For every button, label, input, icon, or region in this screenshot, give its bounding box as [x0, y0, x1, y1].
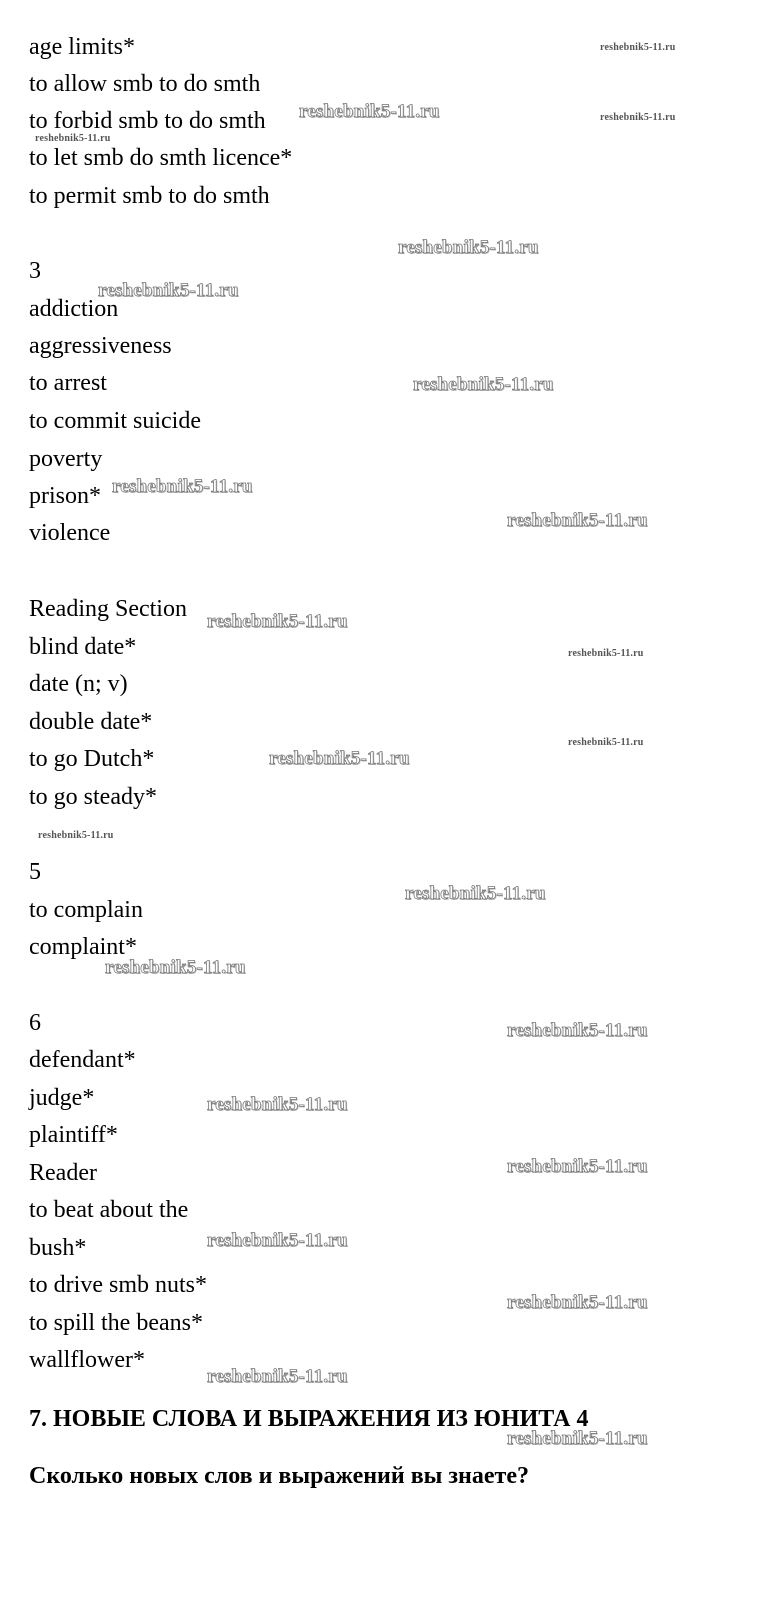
- watermark: reshebnik5-11.ru: [207, 1366, 348, 1387]
- section-title: Reader: [29, 1160, 97, 1186]
- watermark: reshebnik5-11.ru: [507, 1156, 648, 1177]
- vocab-line: poverty: [29, 446, 103, 472]
- vocab-line: to commit suicide: [29, 408, 201, 434]
- section-heading: 7. НОВЫЕ СЛОВА И ВЫРАЖЕНИЯ ИЗ ЮНИТА 4: [29, 1406, 589, 1432]
- vocab-line: blind date*: [29, 634, 137, 660]
- section-number: 6: [29, 1010, 41, 1036]
- watermark: reshebnik5-11.ru: [398, 237, 539, 258]
- vocab-line: to let smb do smth licence*: [29, 145, 293, 171]
- vocab-line: violence: [29, 520, 111, 546]
- vocab-line: to arrest: [29, 370, 107, 396]
- watermark: reshebnik5-11.ru: [405, 883, 546, 904]
- watermark: reshebnik5-11.ru: [568, 648, 644, 659]
- vocab-line: bush*: [29, 1235, 87, 1261]
- vocab-line: defendant*: [29, 1047, 136, 1073]
- vocab-line: to go steady*: [29, 784, 157, 810]
- watermark: reshebnik5-11.ru: [112, 476, 253, 497]
- section-number: 5: [29, 859, 41, 885]
- vocab-line: to go Dutch*: [29, 746, 155, 772]
- vocab-line: to spill the beans*: [29, 1310, 203, 1336]
- vocab-line: plaintiff*: [29, 1122, 118, 1148]
- vocab-line: wallflower*: [29, 1347, 145, 1373]
- watermark: reshebnik5-11.ru: [507, 510, 648, 531]
- watermark: reshebnik5-11.ru: [207, 1094, 348, 1115]
- watermark: reshebnik5-11.ru: [507, 1020, 648, 1041]
- watermark: reshebnik5-11.ru: [568, 737, 644, 748]
- watermark: reshebnik5-11.ru: [600, 112, 676, 123]
- watermark: reshebnik5-11.ru: [207, 611, 348, 632]
- watermark: reshebnik5-11.ru: [98, 280, 239, 301]
- vocab-line: to forbid smb to do smth: [29, 108, 266, 134]
- watermark: reshebnik5-11.ru: [413, 374, 554, 395]
- watermark: reshebnik5-11.ru: [105, 957, 246, 978]
- section-title: Reading Section: [29, 596, 187, 622]
- watermark: reshebnik5-11.ru: [38, 830, 114, 841]
- vocab-line: prison*: [29, 483, 101, 509]
- vocab-line: addiction: [29, 296, 119, 322]
- vocab-line: to allow smb to do smth: [29, 71, 261, 97]
- vocab-line: judge*: [29, 1085, 95, 1111]
- vocab-line: complaint*: [29, 934, 137, 960]
- watermark: reshebnik5-11.ru: [507, 1428, 648, 1449]
- section-number: 3: [29, 258, 41, 284]
- vocab-line: date (n; v): [29, 671, 128, 697]
- watermark: reshebnik5-11.ru: [35, 133, 111, 144]
- vocab-line: to complain: [29, 897, 143, 923]
- vocab-line: to permit smb to do smth: [29, 183, 270, 209]
- vocab-line: aggressiveness: [29, 333, 172, 359]
- watermark: reshebnik5-11.ru: [600, 42, 676, 53]
- vocab-line: age limits*: [29, 34, 135, 60]
- watermark: reshebnik5-11.ru: [269, 748, 410, 769]
- vocab-line: to drive smb nuts*: [29, 1272, 207, 1298]
- question-heading: Сколько новых слов и выражений вы знаете?: [29, 1463, 529, 1489]
- watermark: reshebnik5-11.ru: [207, 1230, 348, 1251]
- vocab-line: double date*: [29, 709, 153, 735]
- watermark: reshebnik5-11.ru: [507, 1292, 648, 1313]
- vocab-line: to beat about the: [29, 1197, 189, 1223]
- watermark: reshebnik5-11.ru: [299, 101, 440, 122]
